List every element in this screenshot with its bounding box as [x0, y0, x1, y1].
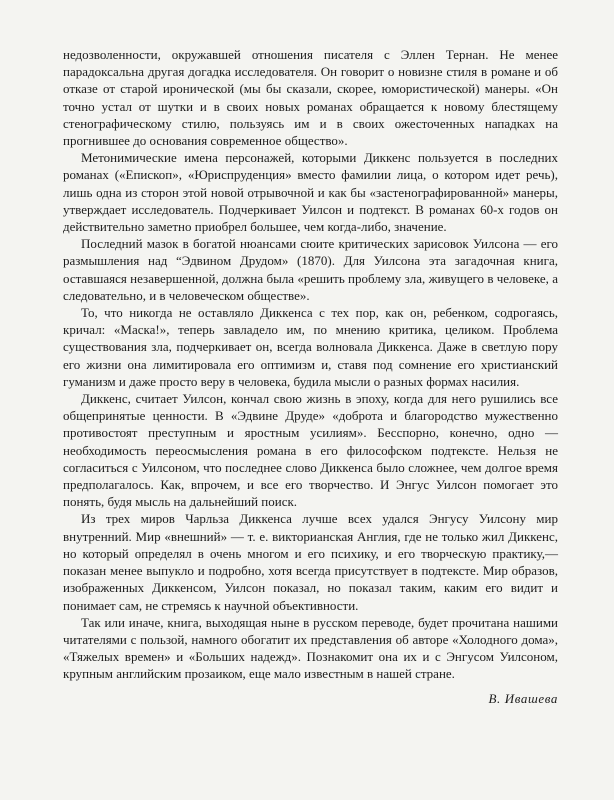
paragraph-edwin-drood: Последний мазок в богатой нюансами сюите критических зарисовок Уилсона — его размышления над “Эдвином Друдом» (1870). Для Уилсона эта загадочная книга, оставшаяся незавершенной, должна была «решить проблему зла, живущего в человеке, а следовательно, и в человеческом обществе». — [63, 236, 558, 303]
paragraph-metonymic-names: Метонимические имена персонажей, которыми Диккенс пользуется в последних романах («Епископ», «Юриспруденция» вместо фамилии лица, о котором идет речь), лишь одна из сторон этой новой отрывочной и как бы «застенографированной» манеры, утверждает исследователь. Подчеркивает Уилсон и подтекст. В романах 60-х годов он действительно заметно приобрел большее, чем когда-либо, значение. — [63, 150, 558, 235]
author-signature: В. Ивашева — [488, 690, 558, 706]
paragraph-problem-of-evil: То, что никогда не оставляло Диккенса с тех пор, как он, ребенком, содрогаясь, кричал: «Маска!», теперь завладело им, по мнению критика, целиком. Проблема существования зла, подчеркивает он, всегда волновала Диккенса. Даже в светлую пору его жизни она лимитировала его оптимизм и, ставя под сомнение его христианский гуманизм и даже просто веру в человека, будила мысли о разных формах насилия. — [63, 305, 558, 389]
paragraph-three-worlds: Из трех миров Чарльза Диккенса лучше всех удался Энгусу Уилсону мир внутренний. Мир «внешний» — т. е. викторианская Англия, где не только жил Диккенс, но который определял в очень многом и его психику, и его творческую практику,— показан менее выпукло и подробно, хотя всегда присутствует в подтексте. Мир образов, изображенных Диккенсом, Уилсон показал, но показал таким, каким его видит и понимает сам, не стремясь к научной объективности. — [63, 511, 558, 613]
paragraph-continuation: недозволенности, окружавшей отношения писателя с Эллен Тернан. Не менее парадоксальна другая догадка исследователя. Он говорит о новизне стиля в романе и об отказе от старой иронической (мы бы сказали, скорее, юмористической) манеры. «Он точно устал от шутки и в своих новых романах обращается к новому блестящему стенографическому стилю, пользуясь им и в своих ожесточенных нападках на прогнившее до основания современное общество». — [63, 47, 558, 149]
paragraph-values-collapse: Диккенс, считает Уилсон, кончал свою жизнь в эпоху, когда для него рушились все общепринятые ценности. В «Эдвине Друде» «доброта и благородство мужественно противостоят преступным и яростным усилиям». Бесспорно, конечно, одно — необходимость переосмысления романа в его философском подтексте. Нельзя не согласиться с Уилсоном, что последнее слово Диккенса было сложнее, чем долгое время предполагалось. Как, впрочем, и все его творчество. И Энгус Уилсон помогает это понять, будя мысль на дальнейший поиск. — [63, 391, 558, 510]
paragraph-conclusion: Так или иначе, книга, выходящая ныне в русском переводе, будет прочитана нашими читателями с пользой, намного обогатит их представления об авторе «Холодного дома», «Тяжелых времен» и «Больших надежд». Познакомит она их и с Энгусом Уилсоном, крупным английским прозаиком, еще мало известным в нашей стране. — [63, 614, 558, 682]
